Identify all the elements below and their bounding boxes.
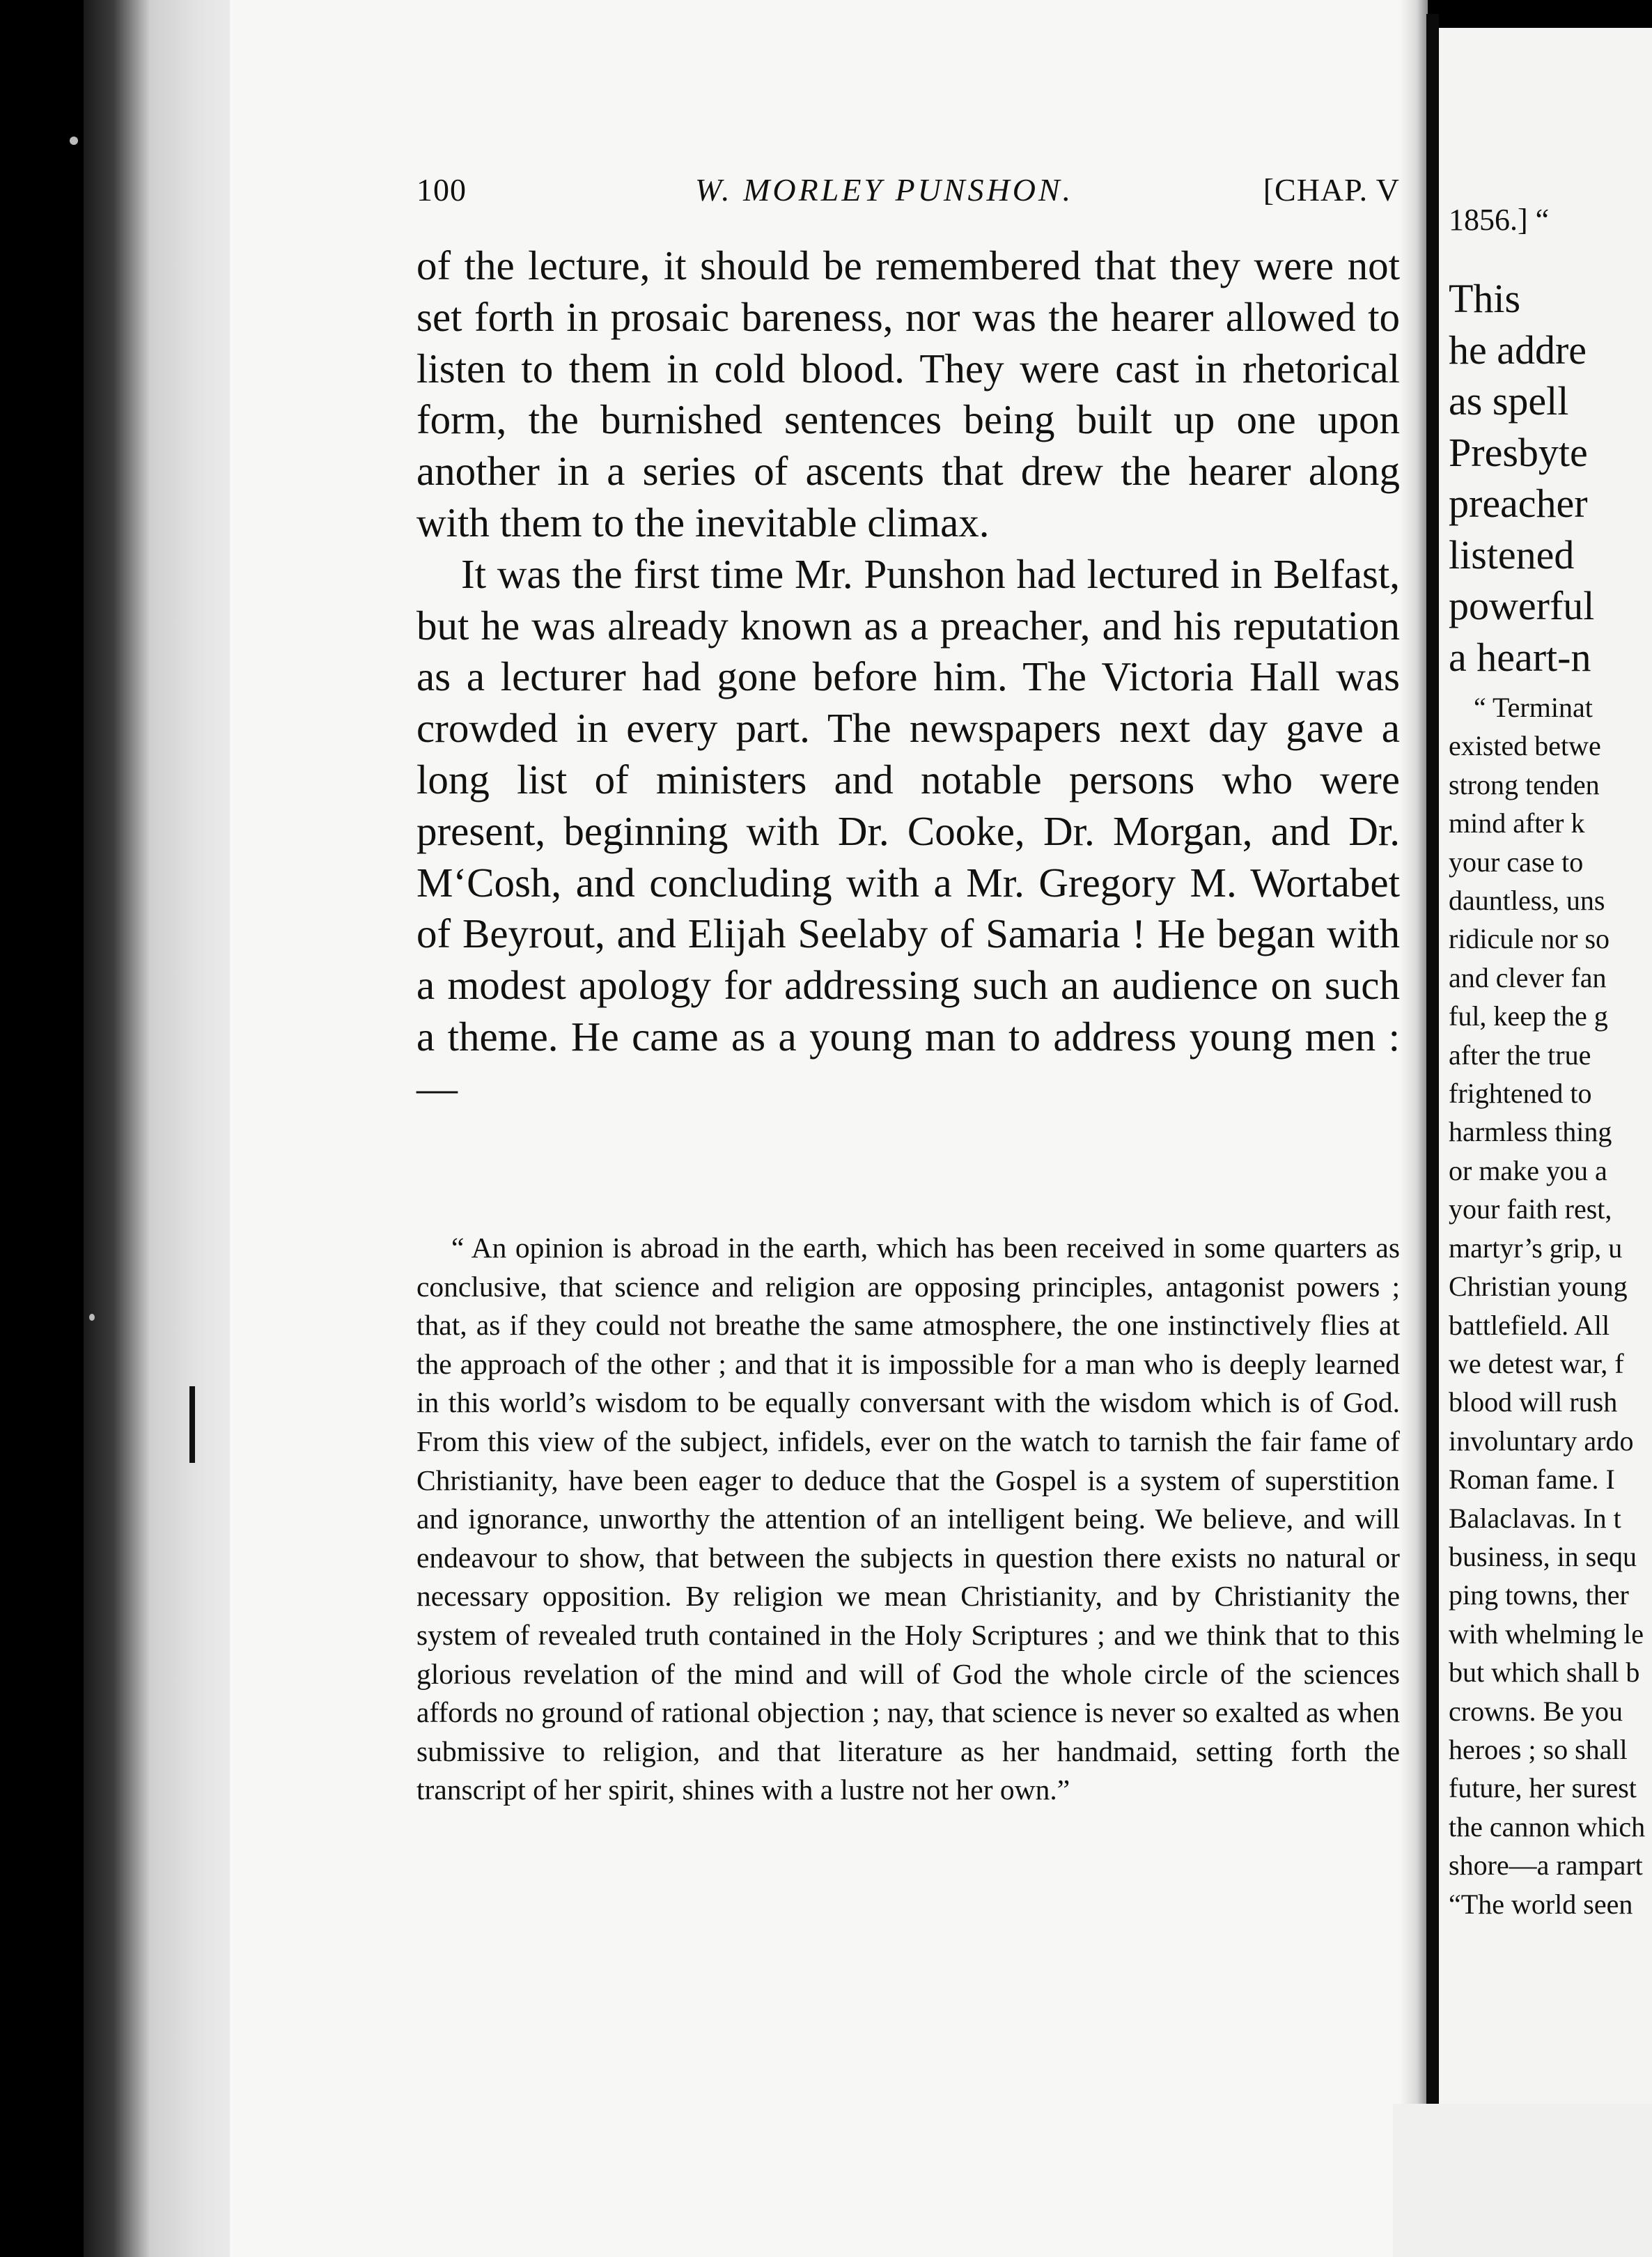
text-line: or make you a xyxy=(1449,1154,1607,1186)
paragraph: It was the first time Mr. Punshon had lectured in Belfast, but he was already known as a preacher, and his reputation as a lecturer had gone before him. The Victoria Hall was crowded in every part. The newspapers next day gave a long list of ministers and notable persons who were present, beginning with Dr. Cooke, Dr. Morgan, and Dr. M‘Cosh, and concluding with a Mr. Gregory M. Wortabet of Beyrout, and Elijah Seelaby of Samaria ! He began with a modest apology for addressing such an audience on such a theme. He came as a young man to address young men :— xyxy=(416,550,1400,1111)
chapter-label: [CHAP. V xyxy=(1263,172,1400,208)
text-line: we detest war, f xyxy=(1449,1347,1624,1379)
text-line: Balaclavas. In t xyxy=(1449,1502,1621,1534)
text-line: but which shall b xyxy=(1449,1657,1640,1689)
text-line: ful, keep the g xyxy=(1449,1000,1608,1032)
block-quotation xyxy=(416,1229,1400,1810)
text-line: the cannon which xyxy=(1449,1810,1646,1843)
text-line: battlefield. All xyxy=(1449,1309,1610,1341)
quotation-paragraph: “ An opinion is abroad in the earth, which has been received in some quarters as conclusive, that science and religion are opposing principles, antagonist powers ; that, as if they could not breathe the same atmosphere, the one instinctively flies at the approach of the other ; and that it is impossible for a man who is deeply learned in this world’s wisdom to be equally conversant with the wisdom which is of God. From this view of the subject, infidels, ever on the watch to tarnish the fair fame of Christianity, have been eager to deduce that the Gospel is a system of superstition and ignorance, unworthy the attention of an intelligent being. We believe, and will endeavour to show, that between the subjects in question there exists no natural or necessary opposition. By religion we mean Christianity, and by Christianity the system of revealed truth contained in the Holy Scriptures ; and we think that to this glorious revelation of the mind and will of God the whole circle of the sciences affords no ground of rational objection ; nay, that science is never so exalted as when submissive to religion, and that literature as her handmaid, setting forth the transcript of her spirit, shines with a lustre not her own.” xyxy=(416,1232,1400,1806)
right-body-text xyxy=(1449,273,1594,683)
text-line: blood will rush xyxy=(1449,1386,1618,1418)
text-line: shore—a rampart xyxy=(1449,1849,1643,1882)
text-line: involuntary ardo xyxy=(1449,1425,1634,1457)
left-body-text xyxy=(416,240,1400,1115)
text-line: he addre xyxy=(1449,327,1587,373)
running-title: W. MORLEY PUNSHON. xyxy=(695,172,1074,208)
left-binding-gutter xyxy=(84,0,251,2257)
text-line: Christian young xyxy=(1449,1271,1628,1303)
text-line: frightened to xyxy=(1449,1078,1592,1110)
text-line: heroes ; so shall xyxy=(1449,1733,1628,1765)
text-line: as spell xyxy=(1449,378,1569,424)
text-line: existed betwe xyxy=(1449,730,1601,762)
text-line: ridicule nor so xyxy=(1449,923,1610,955)
text-line: Roman fame. I xyxy=(1449,1464,1615,1496)
text-line: dauntless, uns xyxy=(1449,885,1605,917)
text-line: with whelming le xyxy=(1449,1618,1644,1650)
right-quotation-text xyxy=(1449,688,1645,1923)
text-line: ping towns, ther xyxy=(1449,1579,1629,1611)
text-line: preacher xyxy=(1449,481,1588,526)
page-number: 100 xyxy=(416,172,467,208)
text-line: future, her surest xyxy=(1449,1772,1637,1804)
text-line: harmless thing xyxy=(1449,1116,1612,1148)
text-line: business, in sequ xyxy=(1449,1540,1637,1572)
right-running-head: 1856.] “ xyxy=(1449,203,1550,237)
text-line: after the true xyxy=(1449,1039,1591,1071)
right-page-lower-edge xyxy=(1393,2104,1652,2257)
text-line: your case to xyxy=(1449,846,1584,878)
text-line: a heart-n xyxy=(1449,634,1591,680)
page-edge-shadow xyxy=(1400,0,1428,2257)
text-line: mind after k xyxy=(1449,807,1585,839)
text-line: strong tenden xyxy=(1449,768,1600,800)
scan-speck xyxy=(89,1314,95,1321)
book-spine xyxy=(1426,14,1439,2118)
scan-artifact-mark xyxy=(189,1386,195,1463)
text-line: martyr’s grip, u xyxy=(1449,1232,1623,1264)
text-line: This xyxy=(1449,276,1521,321)
text-line: and clever fan xyxy=(1449,961,1607,993)
text-line: “The world seen xyxy=(1449,1888,1633,1920)
left-running-head xyxy=(416,171,1400,220)
text-line: listened xyxy=(1449,532,1575,577)
text-line: “ Terminat xyxy=(1474,692,1593,723)
paragraph: of the lecture, it should be remembered that they were not set forth in prosaic bareness, nor was the hearer allowed to listen to them in cold blood. They were cast in rhetorical form, the burnished sentences being built up one upon another in a series of ascents that drew the hearer along with them to the inevitable climax. xyxy=(416,242,1400,545)
text-line: Presbyte xyxy=(1449,429,1588,475)
text-line: powerful xyxy=(1449,583,1595,628)
scan-speck xyxy=(70,137,78,145)
text-line: your faith rest, xyxy=(1449,1193,1612,1225)
text-line: crowns. Be you xyxy=(1449,1695,1623,1727)
